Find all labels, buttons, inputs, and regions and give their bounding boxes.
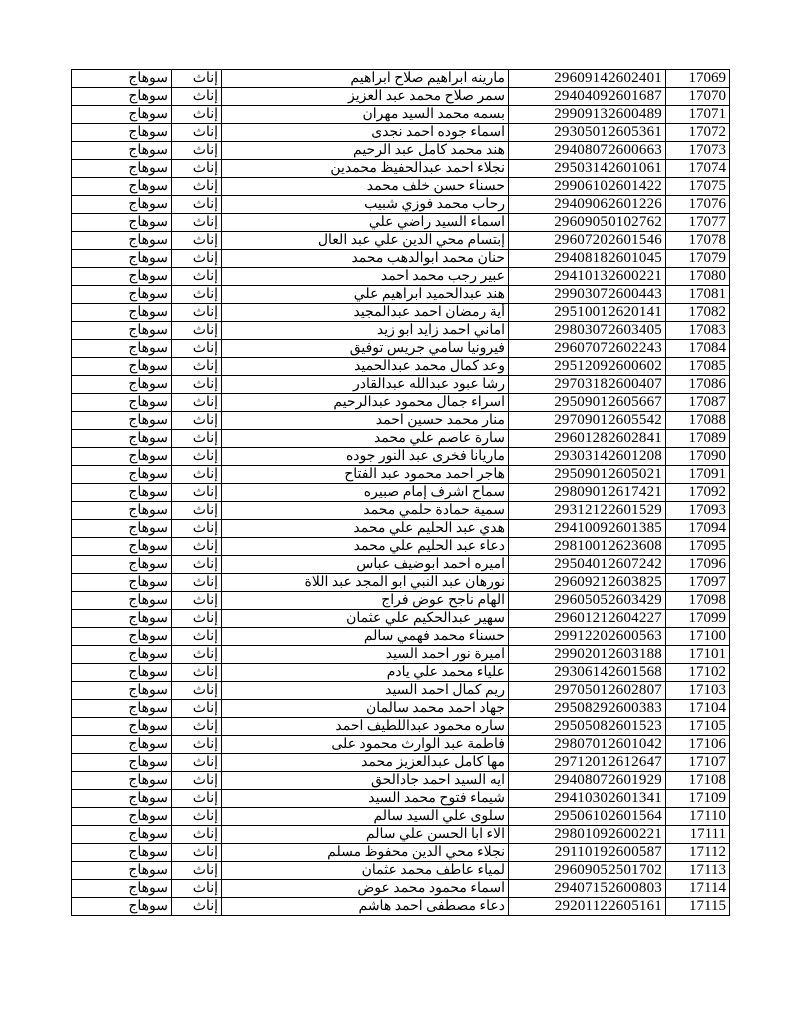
governorate-cell: سوهاج bbox=[72, 232, 172, 250]
serial-number-cell: 17088 bbox=[666, 412, 730, 430]
gender-cell: إناث bbox=[172, 484, 222, 502]
name-cell: هاجر احمد محمود عبد الفتاح bbox=[222, 466, 509, 484]
national-id-cell: 29305012605361 bbox=[509, 124, 666, 142]
serial-number-cell: 17079 bbox=[666, 250, 730, 268]
national-id-cell: 29512092600602 bbox=[509, 358, 666, 376]
table-row bbox=[72, 196, 730, 214]
table-row bbox=[72, 628, 730, 646]
national-id-cell: 29303142601208 bbox=[509, 448, 666, 466]
governorate-cell: سوهاج bbox=[72, 862, 172, 880]
national-id-cell: 29703182600407 bbox=[509, 376, 666, 394]
table-row bbox=[72, 430, 730, 448]
name-cell: سمية حمادة حلمي محمد bbox=[222, 502, 509, 520]
governorate-cell: سوهاج bbox=[72, 178, 172, 196]
serial-number-cell: 17092 bbox=[666, 484, 730, 502]
serial-number-cell: 17106 bbox=[666, 736, 730, 754]
name-cell: مها كامل عبدالعزيز محمد bbox=[222, 754, 509, 772]
name-cell: دعاء مصطفى احمد هاشم bbox=[222, 898, 509, 916]
name-cell: اماني احمد زايد ابو زيد bbox=[222, 322, 509, 340]
national-id-cell: 29601212604227 bbox=[509, 610, 666, 628]
table-row bbox=[72, 574, 730, 592]
national-id-cell: 29509012605021 bbox=[509, 466, 666, 484]
table-row bbox=[72, 502, 730, 520]
national-id-cell: 29809012617421 bbox=[509, 484, 666, 502]
gender-cell: إناث bbox=[172, 898, 222, 916]
national-id-cell: 29902012603188 bbox=[509, 646, 666, 664]
serial-number-cell: 17074 bbox=[666, 160, 730, 178]
name-cell: هند محمد كامل عبد الرحيم bbox=[222, 142, 509, 160]
national-id-cell: 29807012601042 bbox=[509, 736, 666, 754]
national-id-cell: 29504012607242 bbox=[509, 556, 666, 574]
serial-number-cell: 17073 bbox=[666, 142, 730, 160]
name-cell: حسناء حسن خلف محمد bbox=[222, 178, 509, 196]
table-row bbox=[72, 646, 730, 664]
records-table-body bbox=[72, 70, 730, 916]
serial-number-cell: 17115 bbox=[666, 898, 730, 916]
national-id-cell: 29607072602243 bbox=[509, 340, 666, 358]
serial-number-cell: 17076 bbox=[666, 196, 730, 214]
national-id-cell: 29609052501702 bbox=[509, 862, 666, 880]
national-id-cell: 29510012620141 bbox=[509, 304, 666, 322]
name-cell: اسماء محمود محمد عوض bbox=[222, 880, 509, 898]
gender-cell: إناث bbox=[172, 88, 222, 106]
table-row bbox=[72, 736, 730, 754]
gender-cell: إناث bbox=[172, 448, 222, 466]
national-id-cell: 29508292600383 bbox=[509, 700, 666, 718]
governorate-cell: سوهاج bbox=[72, 826, 172, 844]
national-id-cell: 29110192600587 bbox=[509, 844, 666, 862]
serial-number-cell: 17069 bbox=[666, 70, 730, 88]
governorate-cell: سوهاج bbox=[72, 394, 172, 412]
name-cell: عبير رجب محمد احمد bbox=[222, 268, 509, 286]
governorate-cell: سوهاج bbox=[72, 412, 172, 430]
gender-cell: إناث bbox=[172, 610, 222, 628]
name-cell: اميره احمد ابوضيف عباس bbox=[222, 556, 509, 574]
gender-cell: إناث bbox=[172, 520, 222, 538]
table-row bbox=[72, 466, 730, 484]
national-id-cell: 29408072601929 bbox=[509, 772, 666, 790]
national-id-cell: 29803072603405 bbox=[509, 322, 666, 340]
national-id-cell: 29409062601226 bbox=[509, 196, 666, 214]
gender-cell: إناث bbox=[172, 250, 222, 268]
table-row bbox=[72, 484, 730, 502]
governorate-cell: سوهاج bbox=[72, 250, 172, 268]
national-id-cell: 29503142601061 bbox=[509, 160, 666, 178]
table-row bbox=[72, 772, 730, 790]
governorate-cell: سوهاج bbox=[72, 682, 172, 700]
serial-number-cell: 17113 bbox=[666, 862, 730, 880]
table-row bbox=[72, 610, 730, 628]
governorate-cell: سوهاج bbox=[72, 772, 172, 790]
gender-cell: إناث bbox=[172, 178, 222, 196]
table-row bbox=[72, 304, 730, 322]
table-row bbox=[72, 700, 730, 718]
table-row bbox=[72, 142, 730, 160]
name-cell: فاطمة عبد الوارث محمود على bbox=[222, 736, 509, 754]
governorate-cell: سوهاج bbox=[72, 430, 172, 448]
table-row bbox=[72, 70, 730, 88]
table-row bbox=[72, 880, 730, 898]
serial-number-cell: 17075 bbox=[666, 178, 730, 196]
serial-number-cell: 17091 bbox=[666, 466, 730, 484]
governorate-cell: سوهاج bbox=[72, 808, 172, 826]
table-row bbox=[72, 862, 730, 880]
serial-number-cell: 17094 bbox=[666, 520, 730, 538]
serial-number-cell: 17109 bbox=[666, 790, 730, 808]
table-row bbox=[72, 214, 730, 232]
name-cell: شيماء فتوح محمد السيد bbox=[222, 790, 509, 808]
gender-cell: إناث bbox=[172, 358, 222, 376]
name-cell: ريم كمال احمد السيد bbox=[222, 682, 509, 700]
name-cell: دعاء عبد الحليم علي محمد bbox=[222, 538, 509, 556]
national-id-cell: 29609050102762 bbox=[509, 214, 666, 232]
governorate-cell: سوهاج bbox=[72, 880, 172, 898]
name-cell: اسماء جوده احمد نجدى bbox=[222, 124, 509, 142]
national-id-cell: 29909132600489 bbox=[509, 106, 666, 124]
national-id-cell: 29601282602841 bbox=[509, 430, 666, 448]
governorate-cell: سوهاج bbox=[72, 304, 172, 322]
name-cell: الهام ناجح عوض فراج bbox=[222, 592, 509, 610]
national-id-cell: 29410132600221 bbox=[509, 268, 666, 286]
governorate-cell: سوهاج bbox=[72, 340, 172, 358]
serial-number-cell: 17096 bbox=[666, 556, 730, 574]
name-cell: نجلاء محي الدين محفوظ مسلم bbox=[222, 844, 509, 862]
gender-cell: إناث bbox=[172, 232, 222, 250]
gender-cell: إناث bbox=[172, 754, 222, 772]
national-id-cell: 29505082601523 bbox=[509, 718, 666, 736]
serial-number-cell: 17072 bbox=[666, 124, 730, 142]
table-row bbox=[72, 826, 730, 844]
gender-cell: إناث bbox=[172, 538, 222, 556]
national-id-cell: 29410092601385 bbox=[509, 520, 666, 538]
table-row bbox=[72, 520, 730, 538]
serial-number-cell: 17101 bbox=[666, 646, 730, 664]
gender-cell: إناث bbox=[172, 502, 222, 520]
gender-cell: إناث bbox=[172, 412, 222, 430]
national-id-cell: 29410302601341 bbox=[509, 790, 666, 808]
gender-cell: إناث bbox=[172, 70, 222, 88]
gender-cell: إناث bbox=[172, 106, 222, 124]
serial-number-cell: 17077 bbox=[666, 214, 730, 232]
table-row bbox=[72, 448, 730, 466]
gender-cell: إناث bbox=[172, 592, 222, 610]
serial-number-cell: 17084 bbox=[666, 340, 730, 358]
governorate-cell: سوهاج bbox=[72, 502, 172, 520]
national-id-cell: 29705012602807 bbox=[509, 682, 666, 700]
gender-cell: إناث bbox=[172, 214, 222, 232]
governorate-cell: سوهاج bbox=[72, 466, 172, 484]
table-row bbox=[72, 376, 730, 394]
governorate-cell: سوهاج bbox=[72, 448, 172, 466]
name-cell: جهاد احمد محمد سالمان bbox=[222, 700, 509, 718]
name-cell: حسناء محمد فهمي سالم bbox=[222, 628, 509, 646]
name-cell: لمياء عاطف محمد عثمان bbox=[222, 862, 509, 880]
national-id-cell: 29801092600221 bbox=[509, 826, 666, 844]
governorate-cell: سوهاج bbox=[72, 70, 172, 88]
name-cell: مارينه ابراهيم صلاح ابراهيم bbox=[222, 70, 509, 88]
name-cell: اسراء جمال محمود عبدالرحيم bbox=[222, 394, 509, 412]
serial-number-cell: 17112 bbox=[666, 844, 730, 862]
serial-number-cell: 17104 bbox=[666, 700, 730, 718]
serial-number-cell: 17114 bbox=[666, 880, 730, 898]
serial-number-cell: 17085 bbox=[666, 358, 730, 376]
serial-number-cell: 17090 bbox=[666, 448, 730, 466]
name-cell: هدي عبد الحليم علي محمد bbox=[222, 520, 509, 538]
serial-number-cell: 17100 bbox=[666, 628, 730, 646]
governorate-cell: سوهاج bbox=[72, 736, 172, 754]
governorate-cell: سوهاج bbox=[72, 358, 172, 376]
table-row bbox=[72, 250, 730, 268]
name-cell: سلوى علي السيد سالم bbox=[222, 808, 509, 826]
national-id-cell: 29408182601045 bbox=[509, 250, 666, 268]
governorate-cell: سوهاج bbox=[72, 592, 172, 610]
national-id-cell: 29306142601568 bbox=[509, 664, 666, 682]
governorate-cell: سوهاج bbox=[72, 754, 172, 772]
governorate-cell: سوهاج bbox=[72, 286, 172, 304]
national-id-cell: 29912202600563 bbox=[509, 628, 666, 646]
gender-cell: إناث bbox=[172, 286, 222, 304]
serial-number-cell: 17070 bbox=[666, 88, 730, 106]
name-cell: فيرونيا سامي جريس توفيق bbox=[222, 340, 509, 358]
records-table bbox=[71, 69, 730, 916]
gender-cell: إناث bbox=[172, 394, 222, 412]
governorate-cell: سوهاج bbox=[72, 700, 172, 718]
governorate-cell: سوهاج bbox=[72, 196, 172, 214]
governorate-cell: سوهاج bbox=[72, 268, 172, 286]
national-id-cell: 29404092601687 bbox=[509, 88, 666, 106]
table-row bbox=[72, 808, 730, 826]
national-id-cell: 29201122605161 bbox=[509, 898, 666, 916]
name-cell: اسماء السيد راضي علي bbox=[222, 214, 509, 232]
gender-cell: إناث bbox=[172, 844, 222, 862]
gender-cell: إناث bbox=[172, 556, 222, 574]
name-cell: اميرة نور احمد السيد bbox=[222, 646, 509, 664]
serial-number-cell: 17093 bbox=[666, 502, 730, 520]
gender-cell: إناث bbox=[172, 718, 222, 736]
gender-cell: إناث bbox=[172, 682, 222, 700]
governorate-cell: سوهاج bbox=[72, 898, 172, 916]
table-row bbox=[72, 358, 730, 376]
serial-number-cell: 17097 bbox=[666, 574, 730, 592]
serial-number-cell: 17102 bbox=[666, 664, 730, 682]
national-id-cell: 29609212603825 bbox=[509, 574, 666, 592]
name-cell: سمر صلاح محمد عبد العزيز bbox=[222, 88, 509, 106]
serial-number-cell: 17110 bbox=[666, 808, 730, 826]
serial-number-cell: 17107 bbox=[666, 754, 730, 772]
governorate-cell: سوهاج bbox=[72, 610, 172, 628]
table-row bbox=[72, 718, 730, 736]
gender-cell: إناث bbox=[172, 268, 222, 286]
governorate-cell: سوهاج bbox=[72, 160, 172, 178]
name-cell: إبتسام محي الدين علي عبد العال bbox=[222, 232, 509, 250]
gender-cell: إناث bbox=[172, 646, 222, 664]
name-cell: نورهان عبد النبي ابو المجد عبد اللاة bbox=[222, 574, 509, 592]
gender-cell: إناث bbox=[172, 376, 222, 394]
name-cell: الاء ابا الحسن علي سالم bbox=[222, 826, 509, 844]
table-row bbox=[72, 268, 730, 286]
governorate-cell: سوهاج bbox=[72, 376, 172, 394]
gender-cell: إناث bbox=[172, 574, 222, 592]
national-id-cell: 29709012605542 bbox=[509, 412, 666, 430]
national-id-cell: 29712012612647 bbox=[509, 754, 666, 772]
gender-cell: إناث bbox=[172, 628, 222, 646]
national-id-cell: 29607202601546 bbox=[509, 232, 666, 250]
serial-number-cell: 17111 bbox=[666, 826, 730, 844]
gender-cell: إناث bbox=[172, 304, 222, 322]
serial-number-cell: 17099 bbox=[666, 610, 730, 628]
gender-cell: إناث bbox=[172, 664, 222, 682]
gender-cell: إناث bbox=[172, 430, 222, 448]
national-id-cell: 29605052603429 bbox=[509, 592, 666, 610]
serial-number-cell: 17087 bbox=[666, 394, 730, 412]
governorate-cell: سوهاج bbox=[72, 844, 172, 862]
gender-cell: إناث bbox=[172, 772, 222, 790]
national-id-cell: 29903072600443 bbox=[509, 286, 666, 304]
gender-cell: إناث bbox=[172, 466, 222, 484]
governorate-cell: سوهاج bbox=[72, 106, 172, 124]
table-row bbox=[72, 664, 730, 682]
table-row bbox=[72, 232, 730, 250]
national-id-cell: 29609142602401 bbox=[509, 70, 666, 88]
table-row bbox=[72, 898, 730, 916]
table-row bbox=[72, 682, 730, 700]
governorate-cell: سوهاج bbox=[72, 646, 172, 664]
table-row bbox=[72, 340, 730, 358]
name-cell: سماح اشرف إمام صبيره bbox=[222, 484, 509, 502]
serial-number-cell: 17082 bbox=[666, 304, 730, 322]
serial-number-cell: 17098 bbox=[666, 592, 730, 610]
serial-number-cell: 17095 bbox=[666, 538, 730, 556]
gender-cell: إناث bbox=[172, 196, 222, 214]
national-id-cell: 29906102601422 bbox=[509, 178, 666, 196]
serial-number-cell: 17083 bbox=[666, 322, 730, 340]
table-row bbox=[72, 160, 730, 178]
national-id-cell: 29509012605667 bbox=[509, 394, 666, 412]
name-cell: رشا عبود عبدالله عبدالقادر bbox=[222, 376, 509, 394]
name-cell: أية رمضان احمد عبدالمجيد bbox=[222, 304, 509, 322]
serial-number-cell: 17103 bbox=[666, 682, 730, 700]
name-cell: منار محمد حسين احمد bbox=[222, 412, 509, 430]
table-row bbox=[72, 88, 730, 106]
serial-number-cell: 17080 bbox=[666, 268, 730, 286]
gender-cell: إناث bbox=[172, 826, 222, 844]
table-row bbox=[72, 592, 730, 610]
table-row bbox=[72, 754, 730, 772]
table-row bbox=[72, 124, 730, 142]
table-row bbox=[72, 322, 730, 340]
governorate-cell: سوهاج bbox=[72, 628, 172, 646]
table-row bbox=[72, 844, 730, 862]
name-cell: حنان محمد ابوالدهب محمد bbox=[222, 250, 509, 268]
name-cell: سهير عبدالحكيم علي عثمان bbox=[222, 610, 509, 628]
name-cell: بسمه محمد السيد مهران bbox=[222, 106, 509, 124]
national-id-cell: 29312122601529 bbox=[509, 502, 666, 520]
table-row bbox=[72, 412, 730, 430]
table-row bbox=[72, 538, 730, 556]
name-cell: ايه السيد احمد جادالحق bbox=[222, 772, 509, 790]
serial-number-cell: 17081 bbox=[666, 286, 730, 304]
gender-cell: إناث bbox=[172, 808, 222, 826]
governorate-cell: سوهاج bbox=[72, 790, 172, 808]
gender-cell: إناث bbox=[172, 700, 222, 718]
name-cell: رحاب محمد فوزي شبيب bbox=[222, 196, 509, 214]
gender-cell: إناث bbox=[172, 340, 222, 358]
table-row bbox=[72, 106, 730, 124]
serial-number-cell: 17089 bbox=[666, 430, 730, 448]
gender-cell: إناث bbox=[172, 160, 222, 178]
national-id-cell: 29408072600663 bbox=[509, 142, 666, 160]
name-cell: وعد كمال محمد عبدالحميد bbox=[222, 358, 509, 376]
national-id-cell: 29810012623608 bbox=[509, 538, 666, 556]
governorate-cell: سوهاج bbox=[72, 322, 172, 340]
gender-cell: إناث bbox=[172, 142, 222, 160]
gender-cell: إناث bbox=[172, 880, 222, 898]
governorate-cell: سوهاج bbox=[72, 556, 172, 574]
name-cell: ماريانا فخرى عبد النور جوده bbox=[222, 448, 509, 466]
table-row bbox=[72, 790, 730, 808]
governorate-cell: سوهاج bbox=[72, 718, 172, 736]
governorate-cell: سوهاج bbox=[72, 88, 172, 106]
serial-number-cell: 17105 bbox=[666, 718, 730, 736]
national-id-cell: 29506102601564 bbox=[509, 808, 666, 826]
gender-cell: إناث bbox=[172, 790, 222, 808]
name-cell: نجلاء احمد عبدالحفيظ محمدين bbox=[222, 160, 509, 178]
table-row bbox=[72, 556, 730, 574]
governorate-cell: سوهاج bbox=[72, 538, 172, 556]
table-row bbox=[72, 178, 730, 196]
gender-cell: إناث bbox=[172, 862, 222, 880]
name-cell: ساره محمود عبداللطيف احمد bbox=[222, 718, 509, 736]
governorate-cell: سوهاج bbox=[72, 142, 172, 160]
national-id-cell: 29407152600803 bbox=[509, 880, 666, 898]
gender-cell: إناث bbox=[172, 322, 222, 340]
governorate-cell: سوهاج bbox=[72, 520, 172, 538]
name-cell: علياء محمد علي يادم bbox=[222, 664, 509, 682]
governorate-cell: سوهاج bbox=[72, 664, 172, 682]
table-row bbox=[72, 394, 730, 412]
gender-cell: إناث bbox=[172, 124, 222, 142]
governorate-cell: سوهاج bbox=[72, 574, 172, 592]
governorate-cell: سوهاج bbox=[72, 214, 172, 232]
serial-number-cell: 17108 bbox=[666, 772, 730, 790]
governorate-cell: سوهاج bbox=[72, 124, 172, 142]
table-row bbox=[72, 286, 730, 304]
serial-number-cell: 17078 bbox=[666, 232, 730, 250]
serial-number-cell: 17071 bbox=[666, 106, 730, 124]
gender-cell: إناث bbox=[172, 736, 222, 754]
governorate-cell: سوهاج bbox=[72, 484, 172, 502]
name-cell: سارة عاصم علي محمد bbox=[222, 430, 509, 448]
name-cell: هند عبدالحميد ابراهيم علي bbox=[222, 286, 509, 304]
serial-number-cell: 17086 bbox=[666, 376, 730, 394]
